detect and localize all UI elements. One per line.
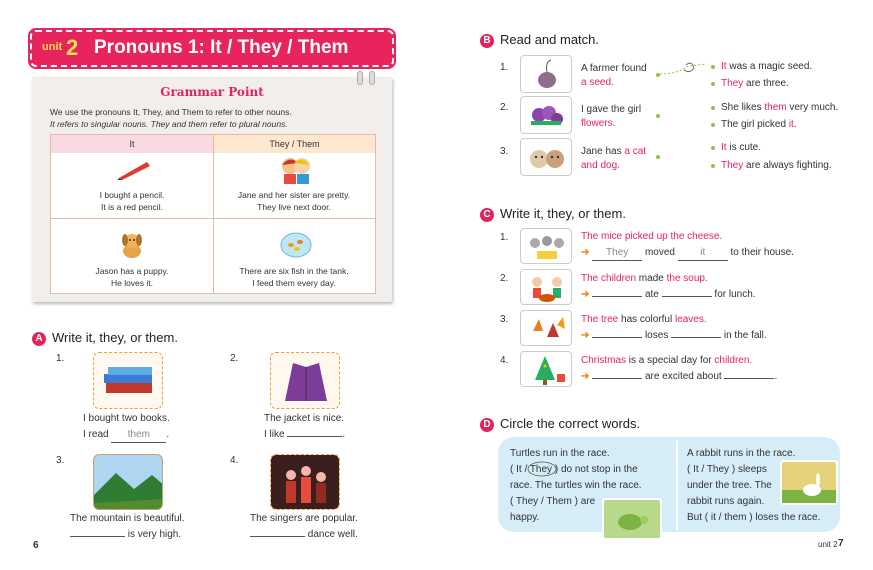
section-b-heading: B Read and match. [480, 32, 599, 48]
answer-blank[interactable] [592, 378, 642, 379]
a1-sentence: I bought two books. [83, 413, 170, 424]
example-they-2: There are six fish in the tank. I feed them every day. [239, 266, 349, 288]
jacket-image [270, 352, 340, 409]
item-number: 3. [56, 455, 65, 466]
item-number: 1. [56, 353, 65, 364]
books-icon [94, 353, 164, 410]
story-left: Turtles run in the race. ( It / They ) do not stop in the race. The turtles win the race. ( They / Them ) are happy. [510, 448, 642, 523]
pets-image [520, 138, 572, 176]
item-number: 2. [500, 102, 509, 113]
mice-image [520, 228, 572, 264]
section-d-badge: D [480, 418, 494, 432]
unit-label: unit [42, 41, 63, 53]
mountain-icon [94, 455, 163, 510]
unit-number: 2 [66, 35, 79, 60]
answer-blank[interactable]: it [678, 246, 728, 261]
leaves-image [520, 310, 572, 346]
section-a-badge: A [32, 332, 46, 346]
grammar-point-title: Grammar Point [160, 85, 264, 99]
grammar-point-text [50, 106, 292, 130]
b2-text: I gave the girl flowers. [581, 104, 642, 129]
section-a-heading: A Write it, they, or them. [32, 330, 178, 346]
item-number: 3. [500, 314, 509, 325]
item-number: 4. [500, 355, 509, 366]
sisters-icon [279, 155, 313, 185]
fishbowl-icon [279, 229, 313, 259]
puppy-icon [117, 231, 147, 259]
answer-blank[interactable] [592, 296, 642, 297]
example-it-2: Jason has a puppy. He loves it. [95, 266, 169, 288]
grammar-line-1: We use the pronouns It, They, and Them to refer to other nouns. [50, 107, 292, 117]
b-answer-6: They are always fighting. [721, 160, 832, 171]
page-number-left: 6 [33, 540, 39, 551]
c1-sentence: The mice picked up the cheese. [581, 231, 723, 242]
b-answer-3: She likes them very much. [721, 102, 839, 113]
c4-sentence: Christmas is a special day for children. [581, 355, 753, 366]
flowers-image [520, 96, 572, 134]
story-right: A rabbit runs in the race. ( It / They ) sleeps under the tree. The rabbit runs again. But ( it / them ) loses the race. [687, 448, 821, 523]
clip-icon [369, 71, 375, 85]
c3-answer-line: ➔ loses in the fall. [581, 330, 767, 341]
a4-answer-line: dance well. [250, 528, 358, 542]
a3-sentence: The mountain is beautiful. [70, 513, 185, 524]
unit-banner [30, 30, 394, 67]
answer-blank[interactable] [592, 337, 642, 338]
circle-mark [526, 461, 558, 477]
books-image [93, 352, 163, 409]
singers-icon [271, 455, 340, 510]
answer-blank[interactable] [671, 337, 721, 338]
example-it-1: I bought a pencil. It is a red pencil. [99, 190, 165, 212]
cat-dog-icon [521, 139, 572, 176]
item-number: 1. [500, 232, 509, 243]
pencil-icon [117, 158, 151, 180]
b1-text: A farmer found a seed. [581, 63, 647, 88]
section-c-heading: C Write it, they, or them. [480, 206, 626, 222]
mountain-image [93, 454, 163, 510]
grammar-line-2: It refers to singular nouns. They and them refer to plural nouns. [50, 119, 288, 129]
answer-blank[interactable] [287, 436, 342, 437]
seed-image [520, 55, 572, 93]
b-answer-5: It is cute. [721, 142, 762, 153]
c2-sentence: The children made the soup. [581, 273, 708, 284]
page-title: Pronouns 1: It / They / Them [94, 37, 349, 58]
answer-blank[interactable] [724, 378, 774, 379]
b-answer-4: The girl picked it. [721, 119, 797, 130]
section-c-badge: C [480, 208, 494, 222]
a3-answer-line: is very high. [70, 528, 181, 542]
a2-answer-line: I like . [264, 429, 346, 440]
answer-blank[interactable] [250, 536, 305, 537]
c1-answer-line: ➔ They moved it to their house. [581, 246, 794, 261]
item-number: 3. [500, 146, 509, 157]
singers-image [270, 454, 340, 510]
a4-sentence: The singers are popular. [250, 513, 358, 524]
answer-blank[interactable]: them [111, 428, 166, 443]
a1-answer-line: I read them . [83, 428, 169, 443]
item-number: 2. [500, 273, 509, 284]
divider [676, 440, 678, 530]
example-they-1: Jane and her sister are pretty. They live next door. [237, 190, 351, 212]
children-image [520, 269, 572, 305]
christmas-image [520, 351, 572, 387]
match-line [658, 60, 710, 80]
b-answer-2: They are three. [721, 78, 789, 89]
answer-blank[interactable]: They [592, 246, 642, 261]
clip-icon [357, 71, 363, 85]
grammar-point-card [32, 77, 392, 302]
seed-icon [521, 56, 572, 93]
item-number: 2. [230, 353, 239, 364]
item-number: 1. [500, 62, 509, 73]
a2-sentence: The jacket is nice. [264, 413, 345, 424]
item-number: 4. [230, 455, 239, 466]
table-header-they: They / Them [213, 135, 375, 153]
table-header-it: It [51, 135, 213, 153]
c4-answer-line: ➔ are excited about . [581, 371, 778, 382]
c2-answer-line: ➔ ate for lunch. [581, 289, 756, 300]
b3-text: Jane has a cat and dog. [581, 146, 647, 171]
b-answer-1: It was a magic seed. [721, 61, 813, 72]
c3-sentence: The tree has colorful leaves. [581, 314, 707, 325]
answer-blank[interactable] [662, 296, 712, 297]
footer-unit: unit 2 [818, 540, 838, 549]
page-number-right: 7 [838, 538, 844, 549]
answer-blank[interactable] [70, 536, 125, 537]
grammar-table [50, 134, 376, 294]
section-d-heading: D Circle the correct words. [480, 416, 640, 432]
section-b-badge: B [480, 34, 494, 48]
jacket-icon [271, 353, 341, 410]
flowers-icon [521, 97, 572, 134]
